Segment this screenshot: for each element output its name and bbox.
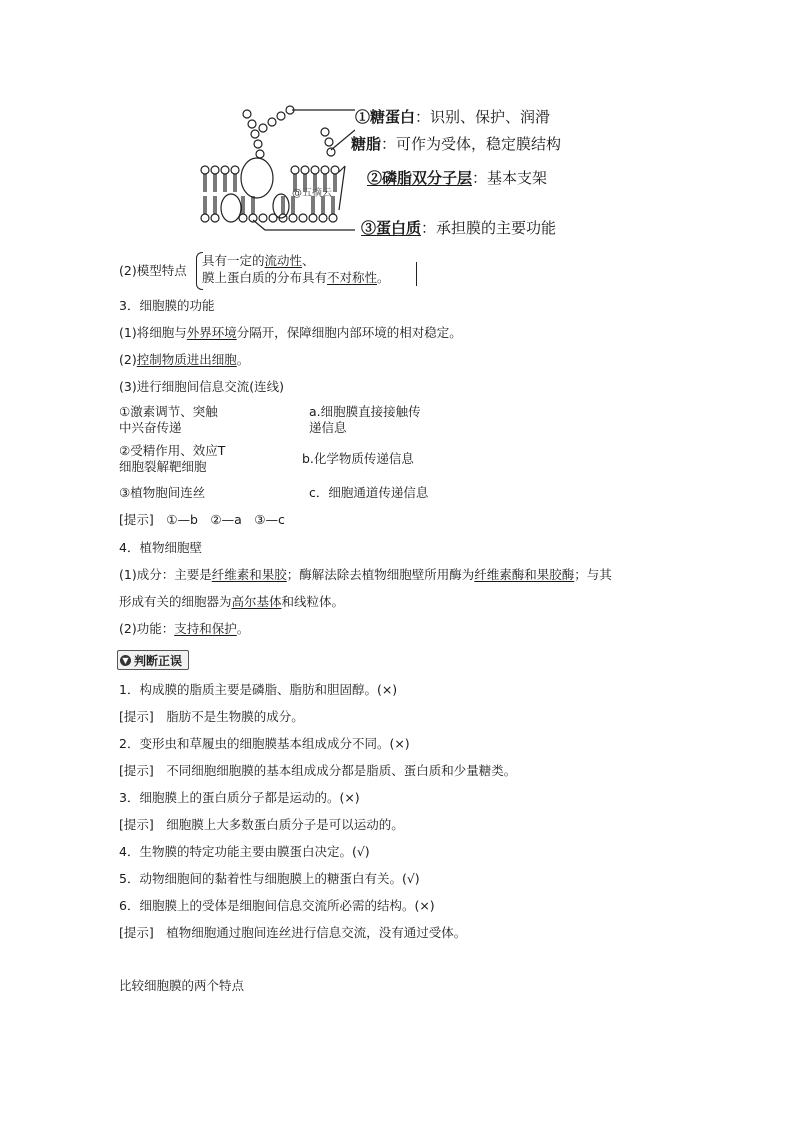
judge-q1: 1．构成膜的脂质主要是磷脂、脂肪和胆固醇。(×) <box>119 682 398 697</box>
judge-h2: [提示] 不同细胞细胞膜的基本组成成分都是脂质、蛋白质和少量糖类。 <box>119 763 517 778</box>
watermark: @五摘云 <box>292 188 332 199</box>
model-line2: 膜上蛋白质的分布具有不对称性。 <box>202 270 390 285</box>
match-left-1a: ①激素调节、突触 <box>119 404 218 419</box>
footer-title: 比较细胞膜的两个特点 <box>119 978 245 993</box>
section-heading-cell-wall: 4．植物细胞壁 <box>119 540 202 555</box>
match-right-1a: a.细胞膜直接接触传 <box>309 404 421 419</box>
model-line1: 具有一定的流动性、 <box>202 253 315 268</box>
match-right-2: b.化学物质传递信息 <box>302 451 414 466</box>
function-item-1: (1)将细胞与外界环境分隔开，保障细胞内部环境的相对稳定。 <box>119 325 462 340</box>
chevron-down-icon: ▼ <box>120 655 131 666</box>
judge-q2: 2．变形虫和草履虫的细胞膜基本组成成分不同。(×) <box>119 736 410 751</box>
label-glycoprotein: ①糖蛋白：识别、保护、润滑 <box>355 108 551 126</box>
model-label: (2)模型特点 <box>119 263 187 278</box>
judge-q4: 4．生物膜的特定功能主要由膜蛋白决定。(√) <box>119 844 370 859</box>
judge-h6: [提示] 植物细胞通过胞间连丝进行信息交流，没有通过受体。 <box>119 925 467 940</box>
match-right-3: c．细胞通道传递信息 <box>309 485 429 500</box>
judge-q6: 6．细胞膜上的受体是细胞间信息交流所必需的结构。(×) <box>119 898 435 913</box>
wall-composition-line2: 形成有关的细胞器为高尔基体和线粒体。 <box>119 594 345 609</box>
judge-h1: [提示] 脂肪不是生物膜的成分。 <box>119 709 304 724</box>
match-right-1b: 递信息 <box>309 420 347 435</box>
label-phospholipid-bilayer: ②磷脂双分子层：基本支架 <box>367 169 548 187</box>
match-left-2a: ②受精作用、效应T <box>119 443 226 458</box>
judge-q5: 5．动物细胞间的黏着性与细胞膜上的糖蛋白有关。(√) <box>119 871 420 886</box>
function-item-2: (2)控制物质进出细胞。 <box>119 352 250 367</box>
wall-composition-line1: (1)成分：主要是纤维素和果胶；酶解法除去植物细胞壁所用酶为纤维素酶和果胶酶；与其 <box>119 567 612 582</box>
match-left-1b: 中兴奋传递 <box>119 420 182 435</box>
match-left-2b: 细胞裂解靶细胞 <box>119 459 207 474</box>
judge-badge: ▼ 判断正误 <box>117 650 189 670</box>
wall-function: (2)功能：支持和保护。 <box>119 621 250 636</box>
judge-h3: [提示] 细胞膜上大多数蛋白质分子是可以运动的。 <box>119 817 404 832</box>
match-left-3: ③植物胞间连丝 <box>119 485 206 500</box>
judge-q3: 3．细胞膜上的蛋白质分子都是运动的。(×) <box>119 790 360 805</box>
membrane-illustration <box>195 100 355 238</box>
function-item-3: (3)进行细胞间信息交流(连线) <box>119 379 284 394</box>
match-hint: [提示] ①—b ②—a ③—c <box>119 512 285 527</box>
label-protein: ③蛋白质：承担膜的主要功能 <box>361 219 557 237</box>
label-glycolipid: 糖脂：可作为受体，稳定膜结构 <box>351 135 562 153</box>
section-heading-function: 3．细胞膜的功能 <box>119 298 215 313</box>
membrane-diagram <box>195 100 605 238</box>
brace-right <box>413 262 417 286</box>
